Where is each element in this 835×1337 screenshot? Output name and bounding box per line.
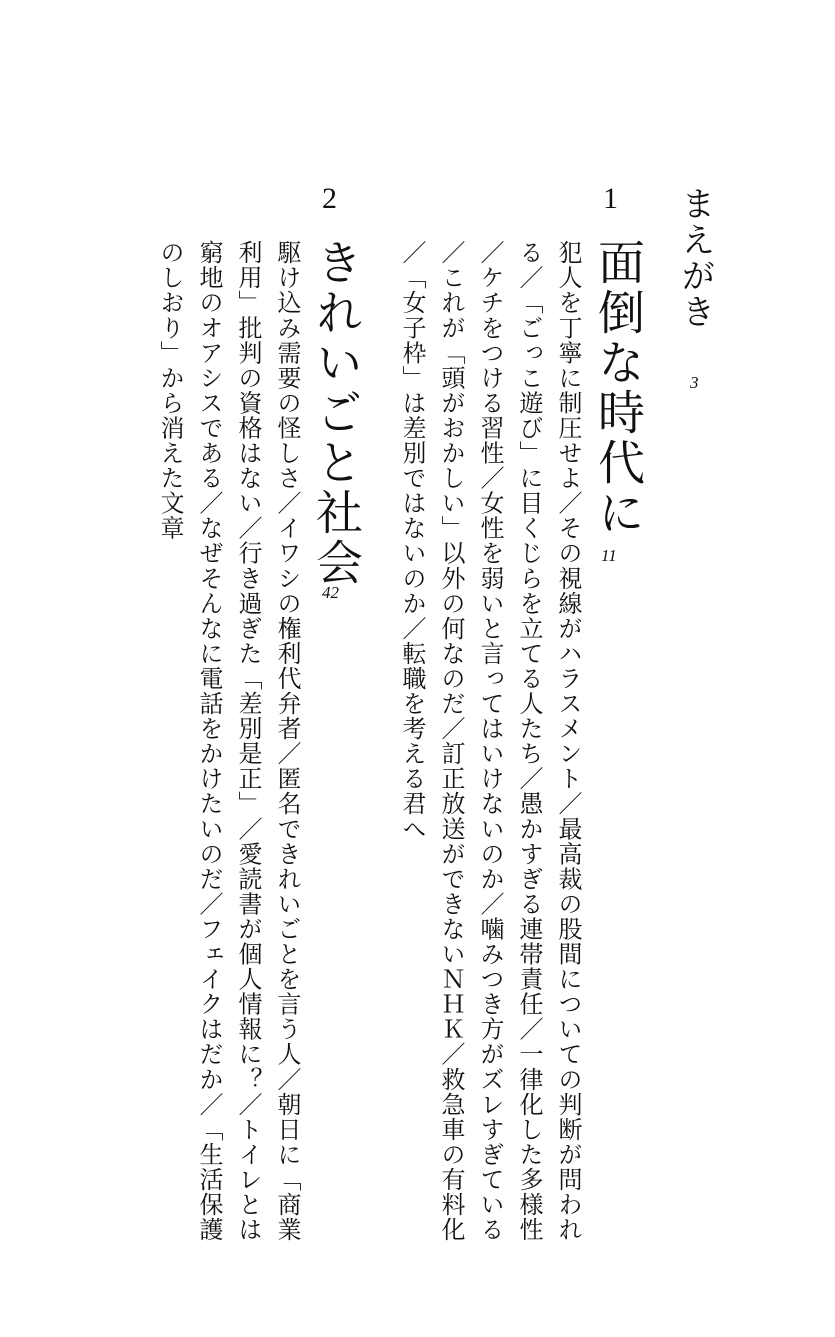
preface-page-number: 3: [690, 373, 699, 392]
chapter-1-contents-line: ／ケチをつける習性／女性を弱いと言ってはいけないのか／噛みつき方がズレすぎている: [476, 240, 504, 1242]
chapter-2-contents-line: 窮地のオアシスである／なぜそんなに電話をかけたいのだ／フェイクはだか／「生活保護: [195, 240, 223, 1242]
chapter-1-contents-line: 犯人を丁寧に制圧せよ／その視線がハラスメント／最高裁の股間についての判断が問われ: [554, 240, 582, 1242]
preface-title: まえがき: [675, 186, 715, 330]
chapter-2-contents-line: 利用」批判の資格はない／行き過ぎた「差別是正」／愛読書が個人情報に？／トイレとは: [234, 240, 262, 1242]
chapter-1-contents-line: ／これが「頭がおかしい」以外の何なのだ／訂正放送ができないＮＨＫ／救急車の有料化: [437, 240, 465, 1242]
chapter-2-contents-line: 駆け込み需要の怪しさ／イワシの権利代弁者／匿名できれいごとを言う人／朝日に「商業: [273, 240, 301, 1242]
chapter-2-number: 2: [322, 182, 337, 215]
chapter-1-contents-line: る／「ごっこ遊び」に目くじらを立てる人たち／愚かすぎる連帯責任／一律化した多様性: [515, 240, 543, 1242]
chapter-1-number: 1: [603, 182, 618, 215]
chapter-2-page-number: 42: [322, 583, 339, 602]
chapter-1-contents-line: ／「女子枠」は差別ではないのか／転職を考える君へ: [398, 240, 426, 842]
chapter-1-title: 面倒な時代に: [590, 238, 645, 538]
chapter-2-title: きれいごと社会: [308, 238, 363, 588]
chapter-1-page-number: 11: [601, 546, 617, 565]
chapter-2-contents-line: のしおり」から消えた文章: [156, 240, 184, 541]
